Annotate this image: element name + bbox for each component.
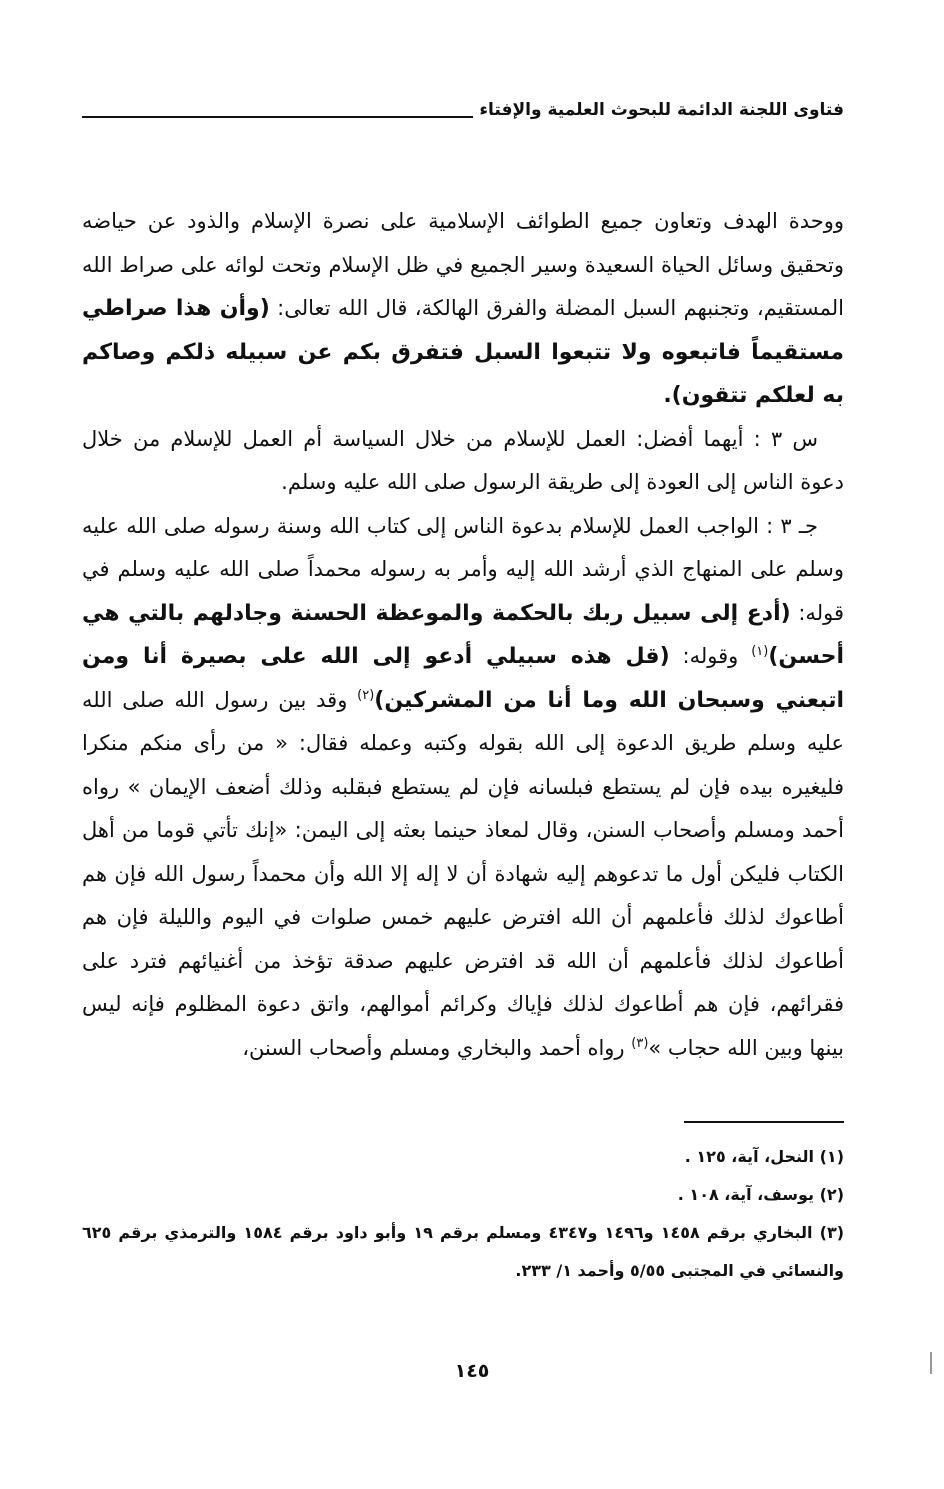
- running-header: [82, 88, 844, 122]
- quran-verse-nahl: (أدع إلى سبيل ربك بالحكمة والموعظة الحسنة وجادلهم بالتي هي أحسن): [82, 600, 844, 669]
- scan-edge-mark: [930, 1352, 932, 1374]
- paragraph-1: [82, 200, 844, 418]
- running-header-title: فتاوى اللجنة الدائمة للبحوث العلمية والإفتاء: [479, 100, 844, 120]
- quran-verse-yusuf: (قل هذه سبيلي أدعو إلى الله على بصيرة أنا ومن اتبعني وسبحان الله وما أنا من المشركين): [82, 644, 844, 713]
- answer-3-connector: وقوله:: [669, 644, 752, 668]
- footnote-1: (١) النحل، آية، ١٢٥ .: [684, 1147, 844, 1166]
- footnote-ref-1: (١): [751, 644, 769, 659]
- footnote-separator: [684, 1121, 844, 1123]
- question-3: [82, 418, 844, 505]
- header-rule: [82, 116, 473, 118]
- answer-3: [82, 505, 844, 1071]
- page-number: ١٤٥: [454, 1360, 490, 1382]
- question-3-text: س ٣ : أيهما أفضل: العمل للإسلام من خلال السياسة أم العمل للإسلام من خلال دعوة الناس إلى العودة إلى طريقة الرسول صلى الله عليه وسلم.: [82, 426, 844, 494]
- quran-verse: (وأن هذا صراطي مستقيماً فاتبعوه ولا تتبعوا السبل فتفرق بكم عن سبيله ذلكم وصاكم به لعلكم تتقون).: [82, 296, 844, 408]
- answer-3-intro: جـ ٣ : الواجب العمل للإسلام بدعوة الناس إلى كتاب الله وسنة رسوله صلى الله عليه وسلم على المنهاج الذي أرشد الله إليه وأمر به رسوله محمداً صلى الله عليه وسلم في قوله:: [82, 513, 844, 625]
- footnote-ref-2: (٢): [357, 687, 375, 703]
- answer-3-hadith: وقد بين رسول الله صلى الله عليه وسلم طريق الدعوة إلى الله بقوله وكتبه وعمله فقال: « من رأى منكم منكرا فليغيره بيده فإن لم يستطع فبلسانه فإن لم يستطع فبقلبه وذلك أضعف الإيمان » رواه أحمد ومسلم وأصحاب السنن، وقال لمعاذ حينما بعثه إلى اليمن: «إنك تأتي قوما من أهل الكتاب فليكن أول ما تدعوهم إليه شهادة أن لا إله إلا الله وأن محمداً رسول الله فإن هم أطاعوك لذلك فأعلمهم أن الله افترض عليهم خمس صلوات في اليوم والليلة فإن هم أطاعوك لذلك فأعلمهم أن الله قد افترض عليهم صدقة تؤخذ من أغنيائهم فترد على فقرائهم، فإن هم أطاعوك لذلك فإياك وكرائم أموالهم، واتق دعوة المظلوم فإنه ليس بينها وبين الله حجاب »: [82, 687, 844, 1060]
- footnote-ref-3: (٣): [631, 1035, 649, 1051]
- footnote-2: (٢) يوسف، آية، ١٠٨ .: [677, 1185, 844, 1204]
- footnotes: [82, 1138, 844, 1290]
- answer-3-closing: رواه أحمد والبخاري ومسلم وأصحاب السنن،: [242, 1035, 632, 1060]
- body-text: [82, 200, 844, 1070]
- footnote-3: (٣) البخاري برقم ١٤٥٨ و١٤٩٦ و٤٣٤٧ ومسلم برقم ١٩ وأبو داود برقم ١٥٨٤ والترمذي برقم ٦٢٥ والنسائي في المجتبى ٥/٥٥ وأحمد ١/ ٢٣٣.: [82, 1223, 845, 1280]
- paragraph-1-text: ووحدة الهدف وتعاون جميع الطوائف الإسلامية على نصرة الإسلام والذود عن حياضه وتحقيق وسائل الحياة السعيدة وسير الجميع في ظل الإسلام وتحت لوائه على صراط الله المستقيم، وتجنبهم السبل المضلة والفرق الهالكة، قال الله تعالى:: [82, 209, 844, 320]
